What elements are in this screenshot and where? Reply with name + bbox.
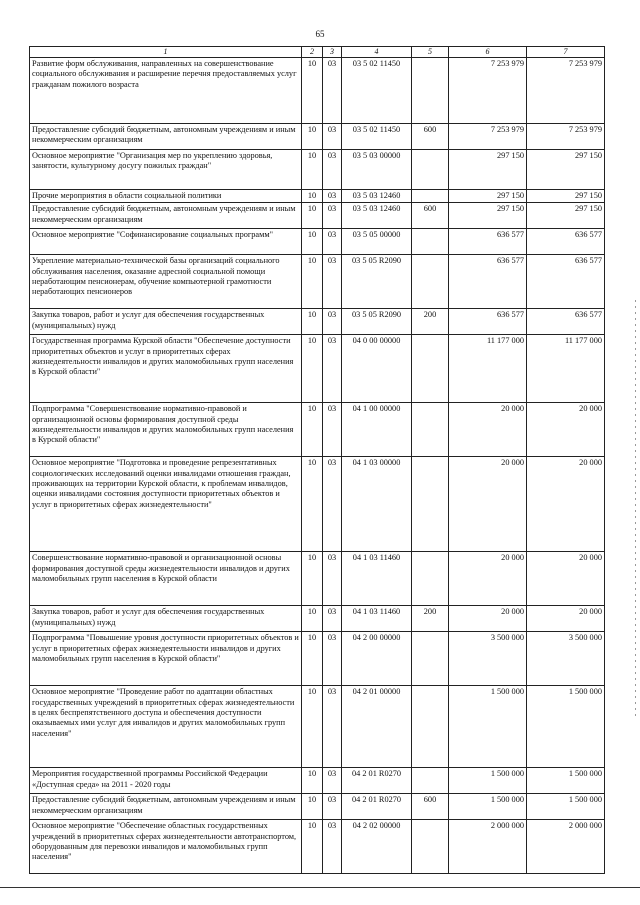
- row-amount-2: 11 177 000: [527, 335, 605, 403]
- row-name: Предоставление субсидий бюджетным, автономным учреждениям и иным некоммерческим организациям: [30, 794, 302, 820]
- row-subsection: 03: [323, 768, 342, 794]
- row-expense-type: 600: [412, 794, 449, 820]
- row-target-code: 03 5 03 12460: [342, 203, 412, 229]
- row-section: 10: [302, 794, 323, 820]
- row-amount-1: 297 150: [449, 203, 527, 229]
- row-amount-2: 297 150: [527, 150, 605, 190]
- table-row: [30, 457, 605, 552]
- table-row: [30, 255, 605, 309]
- row-subsection: 03: [323, 606, 342, 632]
- row-expense-type: [412, 58, 449, 124]
- row-target-code: 04 2 01 R0270: [342, 794, 412, 820]
- row-name: Подпрограмма "Повышение уровня доступности приоритетных объектов и услуг в приоритетных сферах жизнедеятельности инвалидов и других маломобильных групп населения в Курской области": [30, 632, 302, 686]
- row-amount-1: 20 000: [449, 606, 527, 632]
- row-section: 10: [302, 457, 323, 552]
- row-section: 10: [302, 190, 323, 203]
- table-row: [30, 794, 605, 820]
- table-row: [30, 686, 605, 768]
- row-name: Подпрограмма "Совершенствование нормативно-правовой и организационной основы формирования доступной среды жизнедеятельности инвалидов и других маломобильных групп населения в Курской области": [30, 403, 302, 457]
- row-amount-2: 1 500 000: [527, 686, 605, 768]
- row-subsection: 03: [323, 58, 342, 124]
- row-name: Основное мероприятие "Проведение работ по адаптации областных государственных учреждений в приоритетных сферах жизнедеятельности в целях беспрепятственного доступа и обеспечения доступности оказываемых ими услуг для инвалидов и других маломобильных групп населения": [30, 686, 302, 768]
- row-name: Основное мероприятие "Обеспечение областных государственных учреждений в приоритетных сферах жизнедеятельности автотранспортом, оборудованным для перевозки инвалидов и маломобильных групп населения": [30, 820, 302, 874]
- row-amount-2: 636 577: [527, 255, 605, 309]
- row-expense-type: [412, 190, 449, 203]
- row-target-code: 04 2 02 00000: [342, 820, 412, 874]
- row-amount-2: 20 000: [527, 457, 605, 552]
- table-row: [30, 820, 605, 874]
- table-row: [30, 203, 605, 229]
- row-expense-type: 600: [412, 203, 449, 229]
- row-name: Основное мероприятие "Подготовка и проведение репрезентативных социологических исследований оценки инвалидами отношения граждан, проживающих на территории Курской области, к проблемам инвалидов, оценки инвалидами состояния доступности приоритетных объектов и услуг в приоритетных сферах жизнедеятельности": [30, 457, 302, 552]
- row-name: Основное мероприятие "Организация мер по укреплению здоровья, занятости, культурному досугу пожилых граждан": [30, 150, 302, 190]
- row-expense-type: [412, 457, 449, 552]
- row-amount-1: 297 150: [449, 190, 527, 203]
- header-col-2: 2: [302, 47, 323, 58]
- row-subsection: 03: [323, 686, 342, 768]
- row-subsection: 03: [323, 229, 342, 255]
- table-row: [30, 606, 605, 632]
- header-col-4: 4: [342, 47, 412, 58]
- row-expense-type: [412, 552, 449, 606]
- row-section: 10: [302, 335, 323, 403]
- row-expense-type: [412, 335, 449, 403]
- row-amount-1: 636 577: [449, 255, 527, 309]
- row-name: Закупка товаров, работ и услуг для обеспечения государственных (муниципальных) нужд: [30, 606, 302, 632]
- row-name: Предоставление субсидий бюджетным, автономным учреждениям и иным некоммерческим организациям: [30, 124, 302, 150]
- row-section: 10: [302, 552, 323, 606]
- scan-edge-mark: [635, 300, 636, 720]
- row-subsection: 03: [323, 190, 342, 203]
- row-expense-type: 600: [412, 124, 449, 150]
- table-row: [30, 552, 605, 606]
- row-section: 10: [302, 686, 323, 768]
- row-amount-2: 297 150: [527, 203, 605, 229]
- row-subsection: 03: [323, 820, 342, 874]
- header-col-7: 7: [527, 47, 605, 58]
- row-amount-1: 1 500 000: [449, 686, 527, 768]
- row-amount-2: 7 253 979: [527, 124, 605, 150]
- table-row: [30, 335, 605, 403]
- row-subsection: 03: [323, 632, 342, 686]
- table-row: [30, 403, 605, 457]
- row-amount-2: 2 000 000: [527, 820, 605, 874]
- row-section: 10: [302, 229, 323, 255]
- row-amount-2: 7 253 979: [527, 58, 605, 124]
- row-amount-2: 1 500 000: [527, 794, 605, 820]
- row-amount-2: 20 000: [527, 552, 605, 606]
- row-amount-2: 20 000: [527, 403, 605, 457]
- row-target-code: 03 5 03 00000: [342, 150, 412, 190]
- row-subsection: 03: [323, 150, 342, 190]
- row-expense-type: [412, 768, 449, 794]
- page-number: 65: [315, 29, 325, 39]
- row-amount-1: 7 253 979: [449, 124, 527, 150]
- row-subsection: 03: [323, 335, 342, 403]
- row-subsection: 03: [323, 255, 342, 309]
- table-row: [30, 229, 605, 255]
- row-amount-1: 20 000: [449, 457, 527, 552]
- row-target-code: 04 2 01 R0270: [342, 768, 412, 794]
- row-section: 10: [302, 309, 323, 335]
- row-amount-2: 297 150: [527, 190, 605, 203]
- row-target-code: 03 5 05 R2090: [342, 255, 412, 309]
- row-target-code: 04 1 03 11460: [342, 606, 412, 632]
- row-expense-type: [412, 403, 449, 457]
- row-target-code: 03 5 02 11450: [342, 58, 412, 124]
- row-amount-1: 1 500 000: [449, 794, 527, 820]
- row-section: 10: [302, 632, 323, 686]
- row-expense-type: [412, 820, 449, 874]
- row-subsection: 03: [323, 203, 342, 229]
- row-expense-type: [412, 150, 449, 190]
- row-target-code: 04 2 01 00000: [342, 686, 412, 768]
- row-target-code: 03 5 02 11450: [342, 124, 412, 150]
- header-col-1: 1: [30, 47, 302, 58]
- row-name: Развитие форм обслуживания, направленных на совершенствование социального обслуживания и расширение перечня предоставляемых услуг гражданам пожилого возраста: [30, 58, 302, 124]
- row-section: 10: [302, 58, 323, 124]
- row-amount-1: 11 177 000: [449, 335, 527, 403]
- row-amount-2: 3 500 000: [527, 632, 605, 686]
- row-section: 10: [302, 255, 323, 309]
- row-subsection: 03: [323, 124, 342, 150]
- row-name: Предоставление субсидий бюджетным, автономным учреждениям и иным некоммерческим организациям: [30, 203, 302, 229]
- table-row: [30, 309, 605, 335]
- row-section: 10: [302, 768, 323, 794]
- row-amount-2: 636 577: [527, 309, 605, 335]
- bottom-rule: [0, 887, 640, 888]
- header-col-6: 6: [449, 47, 527, 58]
- header-col-5: 5: [412, 47, 449, 58]
- row-name: Закупка товаров, работ и услуг для обеспечения государственных (муниципальных) нужд: [30, 309, 302, 335]
- row-section: 10: [302, 203, 323, 229]
- row-subsection: 03: [323, 309, 342, 335]
- row-name: Государственная программа Курской области "Обеспечение доступности приоритетных объектов и услуг в приоритетных сферах жизнедеятельности инвалидов и других маломобильных групп населения в Курской области": [30, 335, 302, 403]
- row-amount-1: 20 000: [449, 403, 527, 457]
- row-expense-type: [412, 686, 449, 768]
- row-expense-type: 200: [412, 606, 449, 632]
- row-target-code: 03 5 05 00000: [342, 229, 412, 255]
- row-section: 10: [302, 403, 323, 457]
- row-section: 10: [302, 124, 323, 150]
- table-row: [30, 58, 605, 124]
- header-col-3: 3: [323, 47, 342, 58]
- row-expense-type: [412, 255, 449, 309]
- row-target-code: 04 1 00 00000: [342, 403, 412, 457]
- row-target-code: 04 1 03 00000: [342, 457, 412, 552]
- header-row: [30, 47, 605, 58]
- table-row: [30, 768, 605, 794]
- table-row: [30, 124, 605, 150]
- row-amount-1: 1 500 000: [449, 768, 527, 794]
- row-amount-1: 7 253 979: [449, 58, 527, 124]
- row-amount-2: 1 500 000: [527, 768, 605, 794]
- row-section: 10: [302, 606, 323, 632]
- row-section: 10: [302, 150, 323, 190]
- row-name: Совершенствование нормативно-правовой и организационной основы формирования доступной среды жизнедеятельности инвалидов и других маломобильных групп населения в Курской области: [30, 552, 302, 606]
- row-amount-1: 636 577: [449, 229, 527, 255]
- row-target-code: 03 5 05 R2090: [342, 309, 412, 335]
- row-subsection: 03: [323, 403, 342, 457]
- row-target-code: 04 1 03 11460: [342, 552, 412, 606]
- row-amount-1: 297 150: [449, 150, 527, 190]
- row-amount-2: 636 577: [527, 229, 605, 255]
- row-name: Основное мероприятие "Софинансирование социальных программ": [30, 229, 302, 255]
- row-subsection: 03: [323, 552, 342, 606]
- row-section: 10: [302, 820, 323, 874]
- table-row: [30, 632, 605, 686]
- row-name: Мероприятия государственной программы Российской Федерации «Доступная среда» на 2011 - 2020 годы: [30, 768, 302, 794]
- row-name: Прочие мероприятия в области социальной политики: [30, 190, 302, 203]
- row-expense-type: [412, 632, 449, 686]
- budget-table: [29, 46, 605, 874]
- row-amount-1: 2 000 000: [449, 820, 527, 874]
- table-row: [30, 190, 605, 203]
- row-subsection: 03: [323, 457, 342, 552]
- row-expense-type: [412, 229, 449, 255]
- row-amount-2: 20 000: [527, 606, 605, 632]
- row-amount-1: 3 500 000: [449, 632, 527, 686]
- row-name: Укрепление материально-технической базы организаций социального обслуживания населения, оказание адресной социальной помощи неработающим пенсионерам, обучение компьютерной грамотности неработающих пенсионеров: [30, 255, 302, 309]
- row-amount-1: 20 000: [449, 552, 527, 606]
- table-row: [30, 150, 605, 190]
- row-target-code: 04 2 00 00000: [342, 632, 412, 686]
- row-subsection: 03: [323, 794, 342, 820]
- row-amount-1: 636 577: [449, 309, 527, 335]
- row-target-code: 04 0 00 00000: [342, 335, 412, 403]
- row-expense-type: 200: [412, 309, 449, 335]
- row-target-code: 03 5 03 12460: [342, 190, 412, 203]
